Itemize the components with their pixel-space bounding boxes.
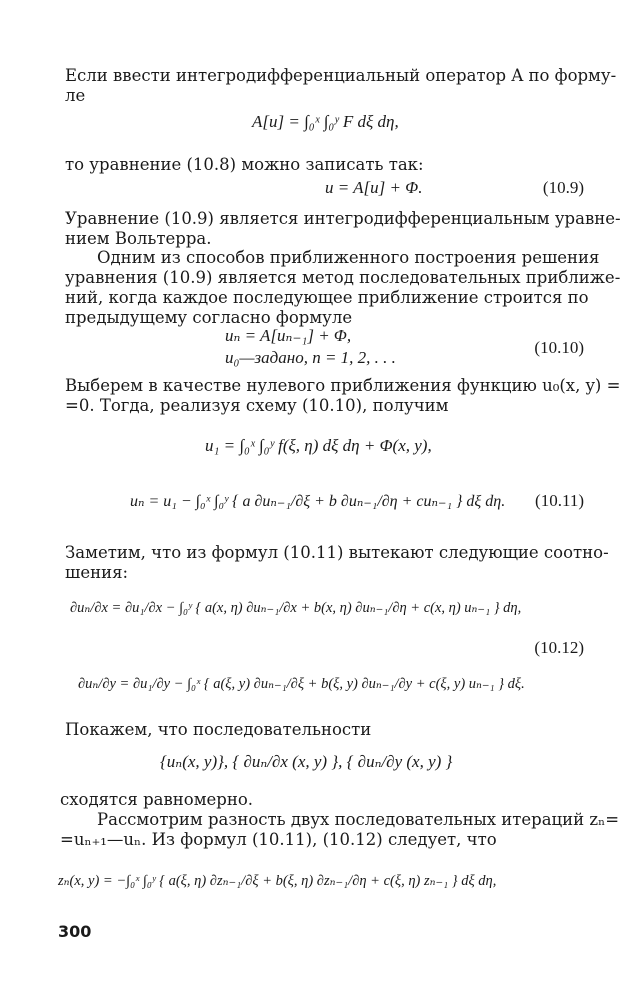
text-line: нием Вольтерра. <box>65 229 212 248</box>
text-line: уравнения (10.9) является метод последовательных приближе- <box>65 268 621 287</box>
equation-dun-dx: ∂uₙ/∂x = ∂u₁/∂x − ∫₀ʸ { a(x, η) ∂uₙ₋₁/∂x + b(x, η) ∂uₙ₋₁/∂η + c(x, η) uₙ₋₁ } dη, <box>70 600 522 616</box>
equation-u1: u₁ = ∫₀ˣ ∫₀ʸ f(ξ, η) dξ dη + Φ(x, y), <box>205 436 432 455</box>
text-line: то уравнение (10.8) можно записать так: <box>65 155 424 174</box>
equation-operator-A: A[u] = ∫₀ˣ ∫₀ʸ F dξ dη, <box>252 112 399 131</box>
equation-zn: zₙ(x, y) = −∫₀ˣ ∫₀ʸ { a(ξ, η) ∂zₙ₋₁/∂ξ + b(ξ, η) ∂zₙ₋₁/∂η + c(ξ, η) zₙ₋₁ } dξ dη, <box>58 873 497 889</box>
equation-dun-dy: ∂uₙ/∂y = ∂u₁/∂y − ∫₀ˣ { a(ξ, y) ∂uₙ₋₁/∂ξ + b(ξ, y) ∂uₙ₋₁/∂y + c(ξ, y) uₙ₋₁ } dξ. <box>78 676 525 692</box>
text-line: Выберем в качестве нулевого приближения функцию u₀(x, y) = <box>65 376 621 395</box>
equation-sequences: {uₙ(x, y)}, { ∂uₙ/∂x (x, y) }, { ∂uₙ/∂y (x, y) } <box>160 752 453 771</box>
text-line: Рассмотрим разность двух последовательных итераций zₙ= <box>97 810 620 829</box>
equation-10-10-line1: uₙ = A[uₙ₋₁] + Φ, <box>225 326 352 345</box>
text-line: =0. Тогда, реализуя схему (10.10), получим <box>65 396 449 415</box>
page-number: 300 <box>58 922 92 941</box>
equation-number: (10.11) <box>535 491 584 510</box>
equation-10-9: u = A[u] + Φ. <box>325 178 423 197</box>
text-line: =uₙ₊₁—uₙ. Из формул (10.11), (10.12) следует, что <box>60 830 497 849</box>
text-line: предыдущему согласно формуле <box>65 308 353 327</box>
text-line: Заметим, что из формул (10.11) вытекают следующие соотно- <box>65 543 609 562</box>
equation-number: (10.12) <box>534 638 584 657</box>
text-line: Покажем, что последовательности <box>65 720 372 739</box>
equation-number: (10.9) <box>542 178 584 197</box>
text-line: Одним из способов приближенного построения решения <box>97 248 600 267</box>
equation-number: (10.10) <box>534 338 584 357</box>
text-line: ний, когда каждое последующее приближение строится по <box>65 288 589 307</box>
text-line: Если ввести интегродифференциальный оператор A по форму- <box>65 66 617 85</box>
equation-10-10-line2: u₀—задано, n = 1, 2, . . . <box>225 348 396 367</box>
text-line: Уравнение (10.9) является интегродифференциальным уравне- <box>65 209 621 228</box>
text-line: сходятся равномерно. <box>60 790 254 809</box>
text-line: шения: <box>65 563 129 582</box>
text-line: ле <box>65 86 86 105</box>
equation-un: uₙ = u₁ − ∫₀ˣ ∫₀ʸ { a ∂uₙ₋₁/∂ξ + b ∂uₙ₋₁/∂η + cuₙ₋₁ } dξ dη. <box>130 493 506 510</box>
